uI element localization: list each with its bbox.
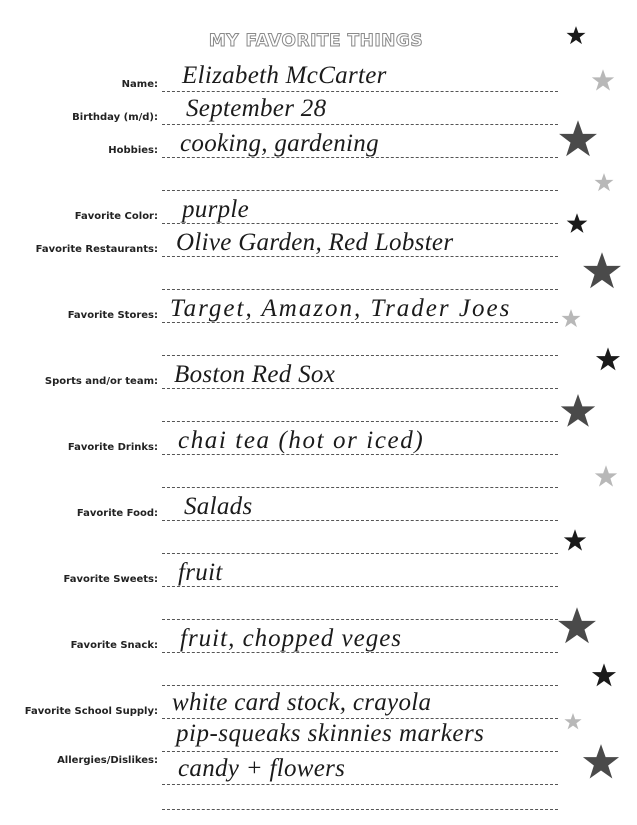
label-favorite-restaurants: Favorite Restaurants: [35,244,158,255]
star-icon [593,464,619,490]
star-icon [594,346,622,374]
star-icon [580,250,624,294]
label-favorite-drinks: Favorite Drinks: [67,442,158,453]
answer-favorite-drinks: chai tea (hot or iced) [178,427,425,454]
writing-line [162,619,558,620]
star-icon [556,118,600,162]
label-allergies-dislikes: Allergies/Dislikes: [57,755,158,766]
answer-favorite-snack: fruit, chopped veges [180,625,403,652]
answer-birthday: September 28 [186,95,327,122]
label-favorite-food: Favorite Food: [76,508,158,519]
answer-favorite-color: purple [182,196,250,223]
star-icon [590,68,616,94]
answer-sports-team: Boston Red Sox [174,361,336,388]
writing-line [162,289,558,290]
star-icon [563,712,583,732]
writing-line [162,718,558,719]
label-favorite-snack: Favorite Snack: [70,640,158,651]
page-title: MY FAVORITE THINGS [208,31,424,51]
writing-line [162,553,558,554]
star-icon [565,212,589,236]
answer-favorite-stores: Target, Amazon, Trader Joes [170,295,512,322]
writing-line [162,809,558,810]
star-icon [580,742,622,784]
answer-favorite-food: Salads [184,493,253,520]
label-hobbies: Hobbies: [108,145,158,156]
answer-favorite-sweets: fruit [178,559,223,586]
writing-line [162,421,558,422]
star-icon [560,308,582,330]
star-icon [555,605,599,649]
writing-line [162,487,558,488]
label-favorite-color: Favorite Color: [74,211,158,222]
writing-line [162,91,558,92]
writing-line [162,751,558,752]
label-favorite-sweets: Favorite Sweets: [63,574,158,585]
answer-favorite-school-supply: white card stock, crayola [172,689,432,716]
label-sports-team: Sports and/or team: [44,376,158,387]
star-icon [593,172,615,194]
label-favorite-school-supply: Favorite School Supply: [24,706,158,717]
star-icon [558,392,598,432]
star-icon [565,25,587,47]
star-icon [590,662,618,690]
answer-name: Elizabeth McCarter [182,62,387,89]
writing-line [162,685,558,686]
writing-line [162,784,558,785]
label-birthday: Birthday (m/d): [72,112,158,123]
writing-line [162,124,558,125]
label-name: Name: [121,79,158,90]
label-favorite-stores: Favorite Stores: [67,310,158,321]
answer-allergies-dislikes: candy + flowers [178,755,346,782]
answer-favorite-school-supply-line2: pip-squeaks skinnies markers [176,720,485,747]
writing-line [162,355,558,356]
writing-line [162,190,558,191]
answer-favorite-restaurants: Olive Garden, Red Lobster [176,229,454,256]
answer-hobbies: cooking, gardening [180,130,379,157]
star-icon [562,528,588,554]
